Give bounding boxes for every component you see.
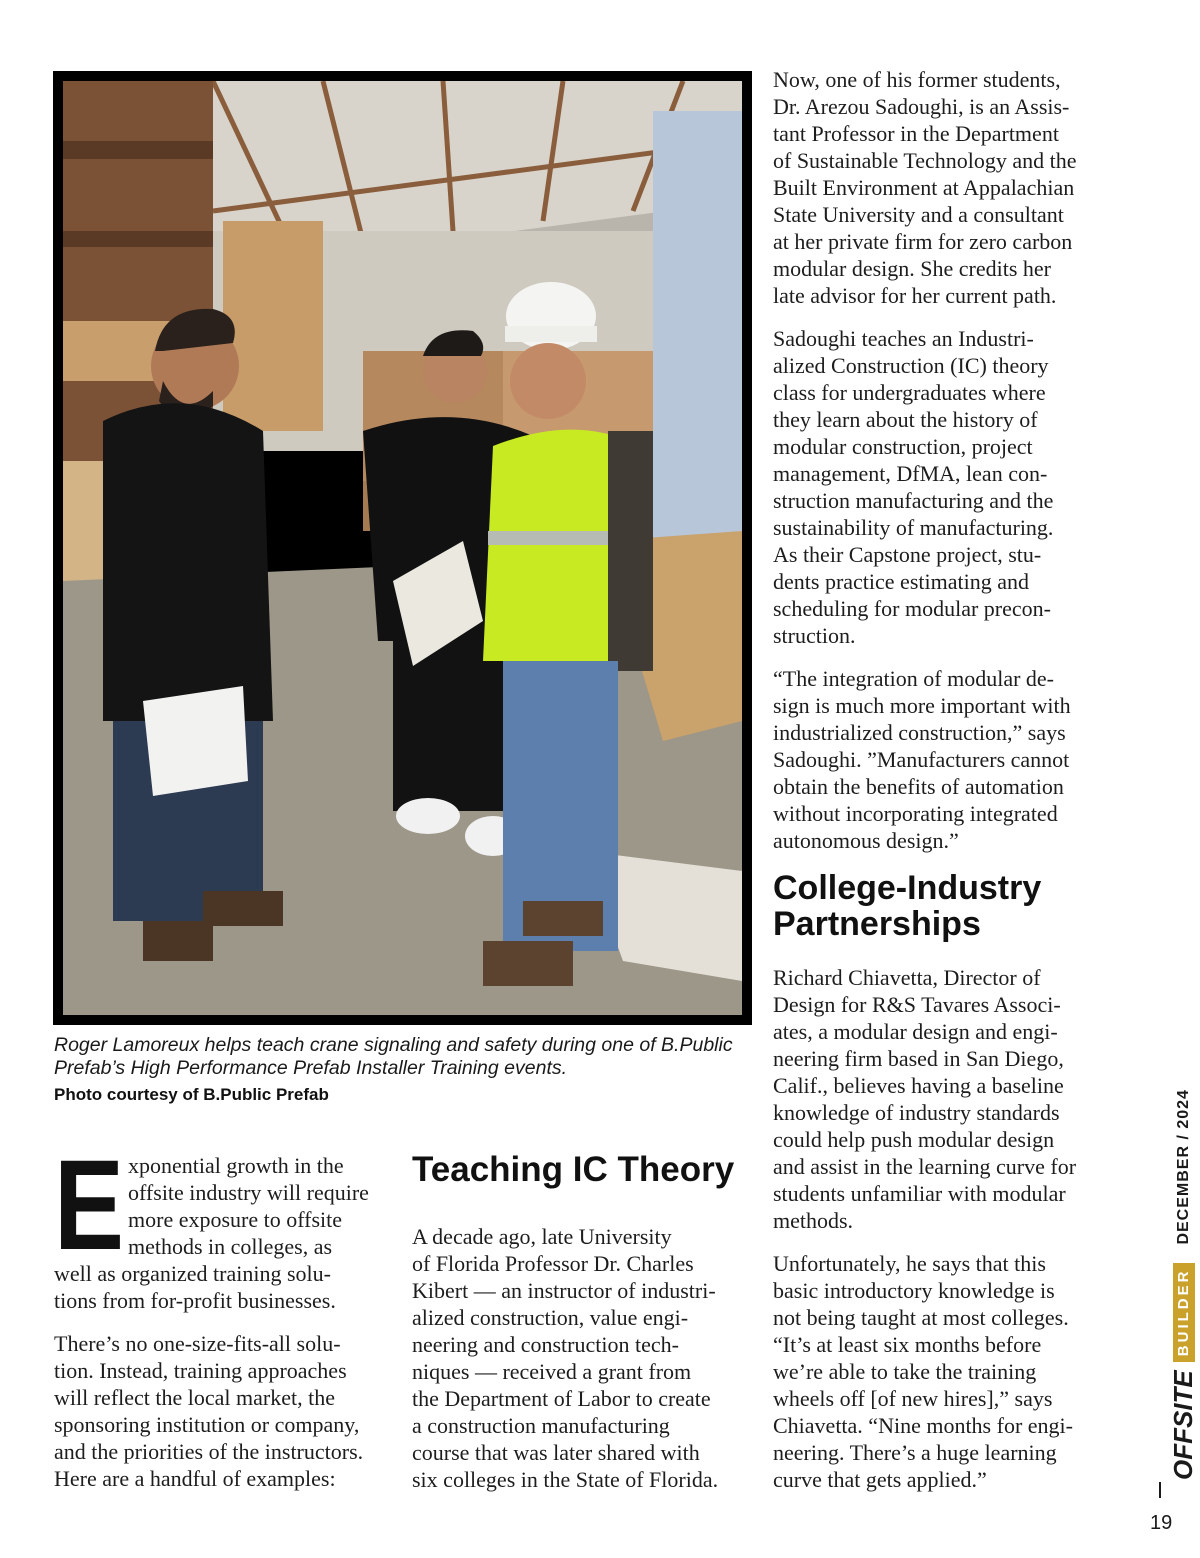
right-paragraph-3: “The integration of modular de- sign is much more important with industrialized construction,” says Sadoughi. ”Manufacturers cannot obtain the benefits of automation without incorporating integrated autonomous design.” [773,666,1071,853]
drop-cap: E [54,1134,125,1277]
sidebar-divider [1159,1482,1161,1498]
left-paragraph-2: There’s no one-size-fits-all solu- tion. Instead, training approaches will reflect the local market, the sponsoring institution or company, and the priorities of the instructors. Here are a handful of examples: [54,1331,364,1491]
issue-date: DECEMBER / 2024 [1174,1089,1192,1245]
page-number: 19 [1150,1512,1173,1534]
intro-rest: well as organized training solu- tions from for-profit businesses. [54,1261,336,1313]
intro-lines: xponential growth in the offsite industry will require more exposure to offsite methods in colleges, as [128,1153,369,1259]
right-paragraph-1: Now, one of his former students, Dr. Arezou Sadoughi, is an Assis- tant Professor in the Department of Sustainable Technology and the Built Environment at Appalachian State University and a consultant at her private firm for zero carbon modular design. She credits her late advisor for her current path. [773,67,1077,308]
article-photo-frame [53,71,752,1025]
right-paragraph-4: Richard Chiavetta, Director of Design for R&S Tavares Associ- ates, a modular design and engi- neering firm based in San Diego, Calif., believes having a baseline knowledge of industry standards could help push modular design and assist in the learning curve for students unfamiliar with modular methods. [773,965,1077,1233]
section-heading-teaching: Teaching IC Theory [412,1150,735,1189]
photo-caption [54,1034,766,1107]
caption-text: Roger Lamoreux helps teach crane signaling and safety during one of B.Public Prefab’s High Performance Prefab Installer Training events. [54,1034,733,1079]
brand-builder: BUILDER [1173,1263,1195,1363]
right-column [773,66,1123,1509]
left-column [54,1134,399,1508]
publication-sidebar [1138,1089,1198,1480]
section-heading-partnerships: College-Industry Partnerships [773,869,1042,943]
right-paragraph-2: Sadoughi teaches an Industri- alized Construction (IC) theory class for undergraduates where they learn about the history of modular construction, project management, DfMA, lean con- struction manufacturing and the sustainability of manufacturing. As their Capstone project, stu- dents practice estimating and scheduling for modular precon- struction. [773,326,1054,648]
right-paragraph-5: Unfortunately, he says that this basic introductory knowledge is not being taught at most colleges. “It’s at least six months before we’re able to take the training wheels off [of new hires],” says Chiavetta. “Nine months for engi- neering. There’s a huge learning curve that gets applied.” [773,1251,1073,1492]
middle-column [412,1150,757,1509]
middle-paragraph-1: A decade ago, late University of Florida Professor Dr. Charles Kibert — an instructor of industri- alized construction, value engi- neering and construction tech- niques — received a grant from the Department of Labor to create a construction manufacturing course that was later shared with six colleges in the State of Florida. [412,1224,719,1492]
brand-offsite: OFFSITE [1168,1370,1198,1480]
intro-paragraph [54,1134,399,1314]
photo-credit: Photo courtesy of B.Public Prefab [54,1085,329,1104]
article-photo [63,81,742,1015]
